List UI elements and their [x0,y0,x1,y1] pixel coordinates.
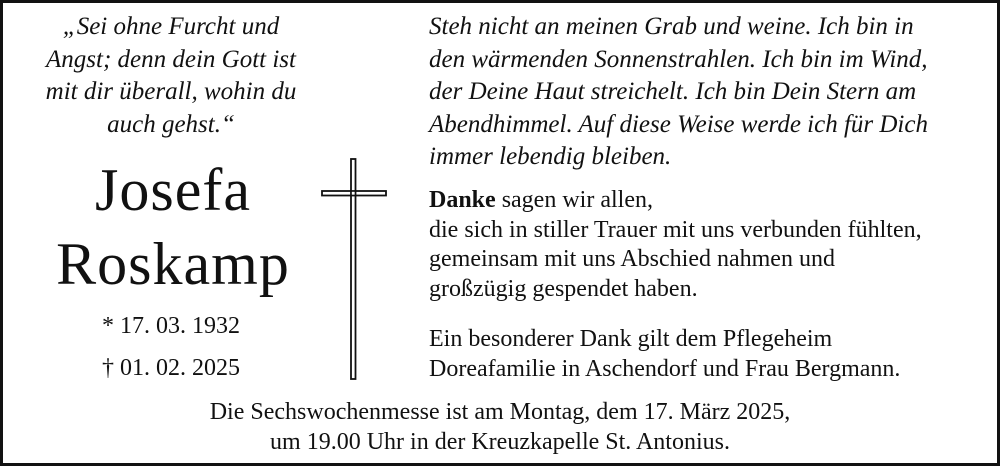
thanks-first-line-rest: sagen wir allen, [495,187,653,213]
mass-announcement-line: um 19.00 Uhr in der Kreuzkapelle St. Antonius. [270,429,730,455]
quote-line: „Sei ohne Furcht und [62,13,280,40]
special-thanks-line: Doreafamilie in Aschendorf und Frau Bergmann. [429,355,901,382]
poem-line: der Deine Haut streichelt. Ich bin Dein Stern am [429,78,917,105]
poem-line: Steh nicht an meinen Grab und weine. Ich bin in [429,13,914,40]
thanks-line: großzügig gespendet haben. [429,275,698,302]
quote-line: auch gehst.“ [107,110,235,138]
poem-line: den wärmenden Sonnenstrahlen. Ich bin im Wind, [429,45,928,73]
thanks-first-line [429,186,999,216]
thanks-line: gemeinsam mit uns Abschied nahmen und [429,246,835,272]
thanks-line: die sich in stiller Trauer mit uns verbunden fühlten, [429,216,922,243]
mass-announcement-line: Die Sechswochenmesse ist am Montag, dem 17. März 2025, [209,399,791,425]
special-thanks [429,325,999,384]
poem-line: Abendhimmel. Auf diese Weise werde ich für Dich [429,110,928,138]
quote-line: Angst; denn dein Gott ist [46,45,296,73]
poem-line: immer lebendig bleiben. [429,143,672,170]
special-thanks-line: Ein besonderer Dank gilt dem Pflegeheim [429,326,833,352]
first-name: Josefa [95,157,251,223]
mass-announcement [3,397,997,457]
bible-quote [21,11,321,141]
quote-line: mit dir überall, wohin du [45,78,297,105]
poem [429,11,999,174]
cross-icon [321,158,387,380]
death-date: † 01. 02. 2025 [102,355,240,381]
last-name: Roskamp [56,231,290,297]
birth-date: * 17. 03. 1932 [102,313,240,339]
thanks-text [429,186,999,304]
thanks-bold-word: Danke [429,187,496,213]
